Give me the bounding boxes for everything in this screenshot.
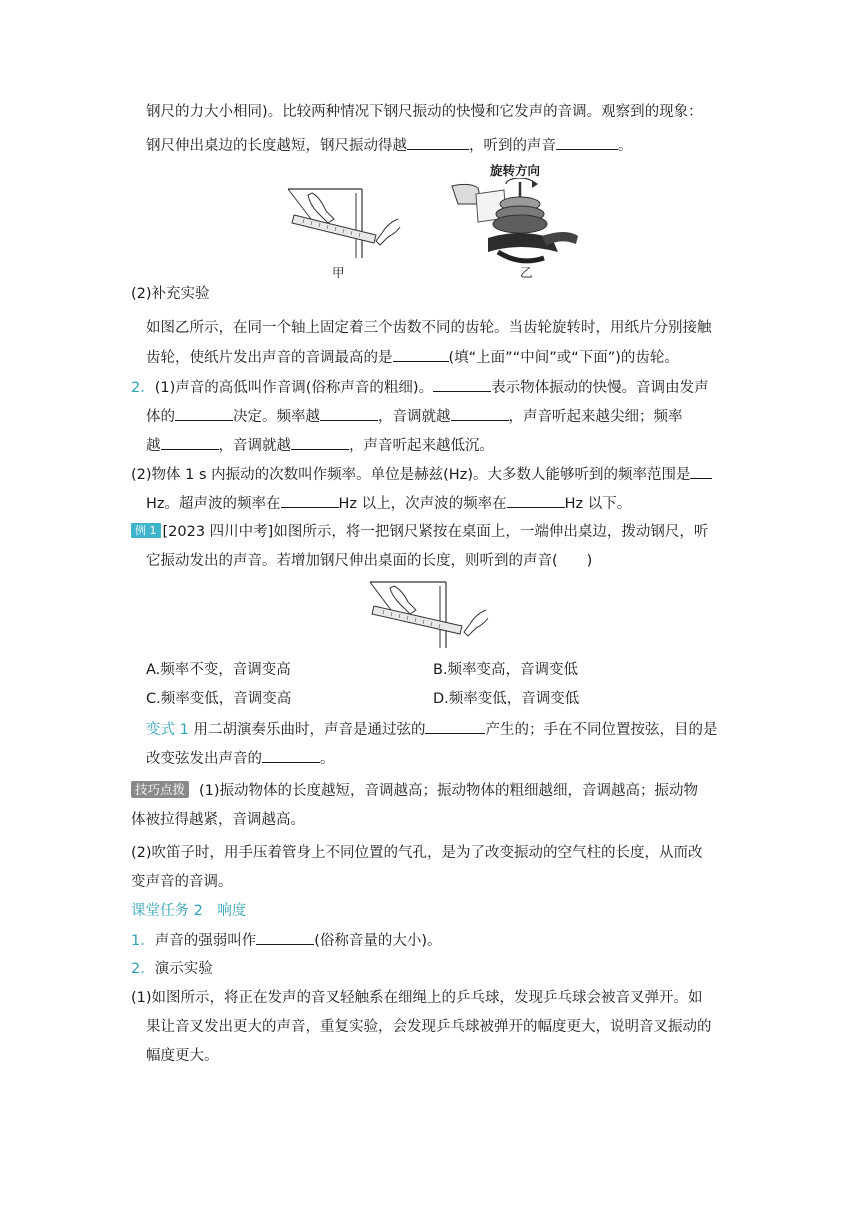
answer-blank[interactable]: [256, 929, 314, 945]
answer-blank[interactable]: [433, 376, 491, 392]
text-line: 如图乙所示，在同一个轴上固定着三个齿数不同的齿轮。当齿轮旋转时，用纸片分别接触: [146, 320, 712, 336]
answer-blank[interactable]: [690, 463, 712, 479]
text-line: 钢尺的力大小相同)。比较两种情况下钢尺振动的快慢和它发声的音调。观察到的现象：: [146, 104, 703, 120]
text-line: 它振动发出的声音。若增加钢尺伸出桌面的长度，则听到的声音( ): [146, 553, 593, 569]
answer-blank[interactable]: [320, 405, 378, 421]
text-line: (2)补充实验: [131, 286, 210, 302]
rotation-direction-caption: 旋转方向: [490, 163, 541, 178]
text-line: 改变弦发出声音的 。: [146, 747, 335, 770]
answer-blank[interactable]: [425, 718, 485, 734]
answer-blank[interactable]: [175, 405, 233, 421]
text-line: 技巧点拨 (1)振动物体的长度越短，音调越高；振动物体的粗细越细，音调越高；振动物: [131, 780, 698, 802]
text-line: 变声音的音调。: [131, 874, 233, 890]
answer-blank[interactable]: [262, 747, 320, 763]
answer-blank[interactable]: [393, 346, 449, 362]
example-ruler-figure: [368, 578, 490, 652]
ruler-desk-figure: [284, 183, 404, 265]
text-line: 幅度更大。: [146, 1048, 219, 1064]
answer-blank[interactable]: [281, 492, 339, 508]
option-d[interactable]: D.频率变低，音调变低: [433, 691, 580, 707]
figure-label-jia: 甲: [332, 265, 345, 280]
option-c[interactable]: C.频率变低，音调变高: [146, 691, 292, 707]
text-line: 钢尺伸出桌边的长度越短，钢尺振动得越 ，听到的声音 。: [146, 134, 633, 157]
text-line: 1．声音的强弱叫作 (俗称音量的大小)。: [131, 929, 442, 952]
answer-blank[interactable]: [507, 492, 565, 508]
text-line: 2．(1)声音的高低叫作音调(俗称声音的粗细)。 表示物体振动的快慢。音调由发声: [131, 376, 709, 399]
answer-blank[interactable]: [291, 434, 349, 450]
text-line: 越 ，音调就越 ，声音听起来越低沉。: [146, 434, 494, 457]
text-line: 2．演示实验: [131, 961, 213, 977]
answer-blank[interactable]: [161, 434, 219, 450]
answer-blank[interactable]: [451, 405, 509, 421]
section-heading: 课堂任务 2 响度: [131, 903, 247, 919]
text-line: 体的 决定。频率越 ，音调就越 ，声音听起来越尖细；频率: [146, 405, 683, 428]
text-line: 例 1 [2023 四川中考]如图所示，将一把钢尺紧按在桌面上，一端伸出桌边，拨动钢尺，听: [131, 521, 708, 543]
text-line: 变式 1 用二胡演奏乐曲时，声音是通过弦的 产生的；手在不同位置按弦，目的是: [146, 718, 717, 741]
text-line: Hz。超声波的频率在 Hz 以上，次声波的频率在 Hz 以下。: [146, 492, 631, 515]
option-a[interactable]: A.频率不变，音调变高: [146, 662, 291, 678]
text-line: (2)物体 1 s 内振动的次数叫作频率。单位是赫兹(Hz)。大多数人能够听到的频率范围是: [131, 463, 712, 486]
answer-blank[interactable]: [407, 134, 469, 150]
text-line: 齿轮，使纸片发出声音的音调最高的是 (填“上面”“中间”或“下面”)的齿轮。: [146, 346, 679, 369]
text-line: (2)吹笛子时，用手压着管身上不同位置的气孔，是为了改变振动的空气柱的长度，从而改: [131, 845, 703, 861]
text-line: (1)如图所示，将正在发声的音叉轻触系在细绳上的乒乓球，发现乒乓球会被音叉弹开。如: [131, 990, 703, 1006]
text-line: 体被拉得越紧，音调越高。: [131, 812, 305, 828]
answer-blank[interactable]: [556, 134, 618, 150]
example-tag: 例 1: [131, 523, 161, 538]
gear-wheels-figure: [448, 178, 580, 272]
figure-label-yi: 乙: [520, 265, 533, 280]
tip-tag: 技巧点拨: [131, 781, 189, 798]
option-b[interactable]: B.频率变高，音调变低: [433, 662, 579, 678]
text-line: 果让音叉发出更大的声音，重复实验，会发现乒乓球被弹开的幅度更大，说明音叉振动的: [146, 1019, 712, 1035]
